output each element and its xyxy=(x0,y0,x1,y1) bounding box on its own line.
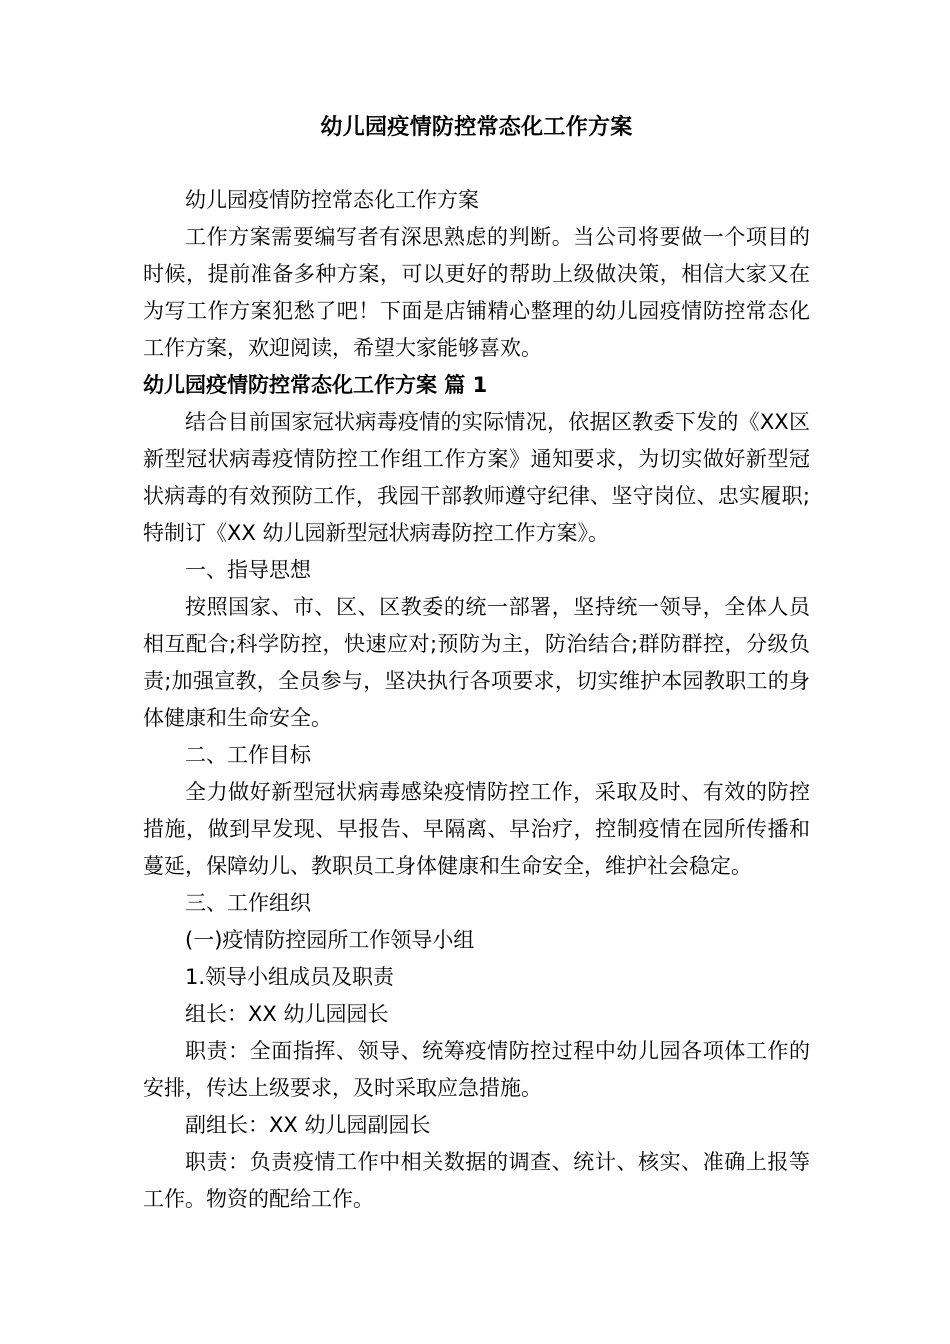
leader-duties-paragraph: 职责：全面指挥、领导、统筹疫情防控过程中幼儿园各项体工作的安排，传达上级要求，及时采取应急措施。 xyxy=(143,1039,810,1100)
deputy-leader-line: 副组长：XX 幼儿园副园长 xyxy=(185,1113,431,1137)
deputy-duties-paragraph: 职责：负责疫情工作中相关数据的调查、统计、核实、准确上报等工作。物资的配给工作。 xyxy=(143,1150,810,1211)
intro-paragraph: 工作方案需要编写者有深思熟虑的判断。当公司将要做一个项目的时候，提前准备多种方案，可以更好的帮助上级做决策，相信大家又在为写工作方案犯愁了吧！下面是店铺精心整理的幼儿园疫情防控常态化工作方案，欢迎阅读，希望大家能够喜欢。 xyxy=(143,225,810,360)
section-heading: 幼儿园疫情防控常态化工作方案 篇 1 xyxy=(143,373,488,397)
subheading-members-duties: 1.领导小组成员及职责 xyxy=(185,965,395,989)
subtitle-paragraph: 幼儿园疫情防控常态化工作方案 xyxy=(185,188,479,212)
leader-line: 组长：XX 幼儿园园长 xyxy=(185,1002,389,1026)
heading-work-organization: 三、工作组织 xyxy=(185,891,311,915)
document-title: 幼儿园疫情防控常态化工作方案 xyxy=(320,115,633,140)
subheading-leading-group: (一)疫情防控园所工作领导小组 xyxy=(185,928,475,952)
background-paragraph: 结合目前国家冠状病毒疫情的实际情况，依据区教委下发的《XX区新型冠状病毒疫情防控工作组工作方案》通知要求，为切实做好新型冠状病毒的有效预防工作，我园干部教师遵守纪律、坚守岗位、忠实履职;特制订《XX 幼儿园新型冠状病毒防控工作方案》。 xyxy=(143,410,810,545)
heading-work-goals: 二、工作目标 xyxy=(185,743,311,767)
guiding-ideology-paragraph: 按照国家、市、区、区教委的统一部署，坚持统一领导，全体人员相互配合;科学防控，快速应对;预防为主，防治结合;群防群控，分级负责;加强宣教，全员参与，坚决执行各项要求，切实维护本园教职工的身体健康和生命安全。 xyxy=(143,595,810,730)
heading-guiding-ideology: 一、指导思想 xyxy=(185,558,311,582)
work-goals-paragraph: 全力做好新型冠状病毒感染疫情防控工作，采取及时、有效的防控措施，做到早发现、早报告、早隔离、早治疗，控制疫情在园所传播和蔓延，保障幼儿、教职员工身体健康和生命安全，维护社会稳定。 xyxy=(143,780,810,878)
